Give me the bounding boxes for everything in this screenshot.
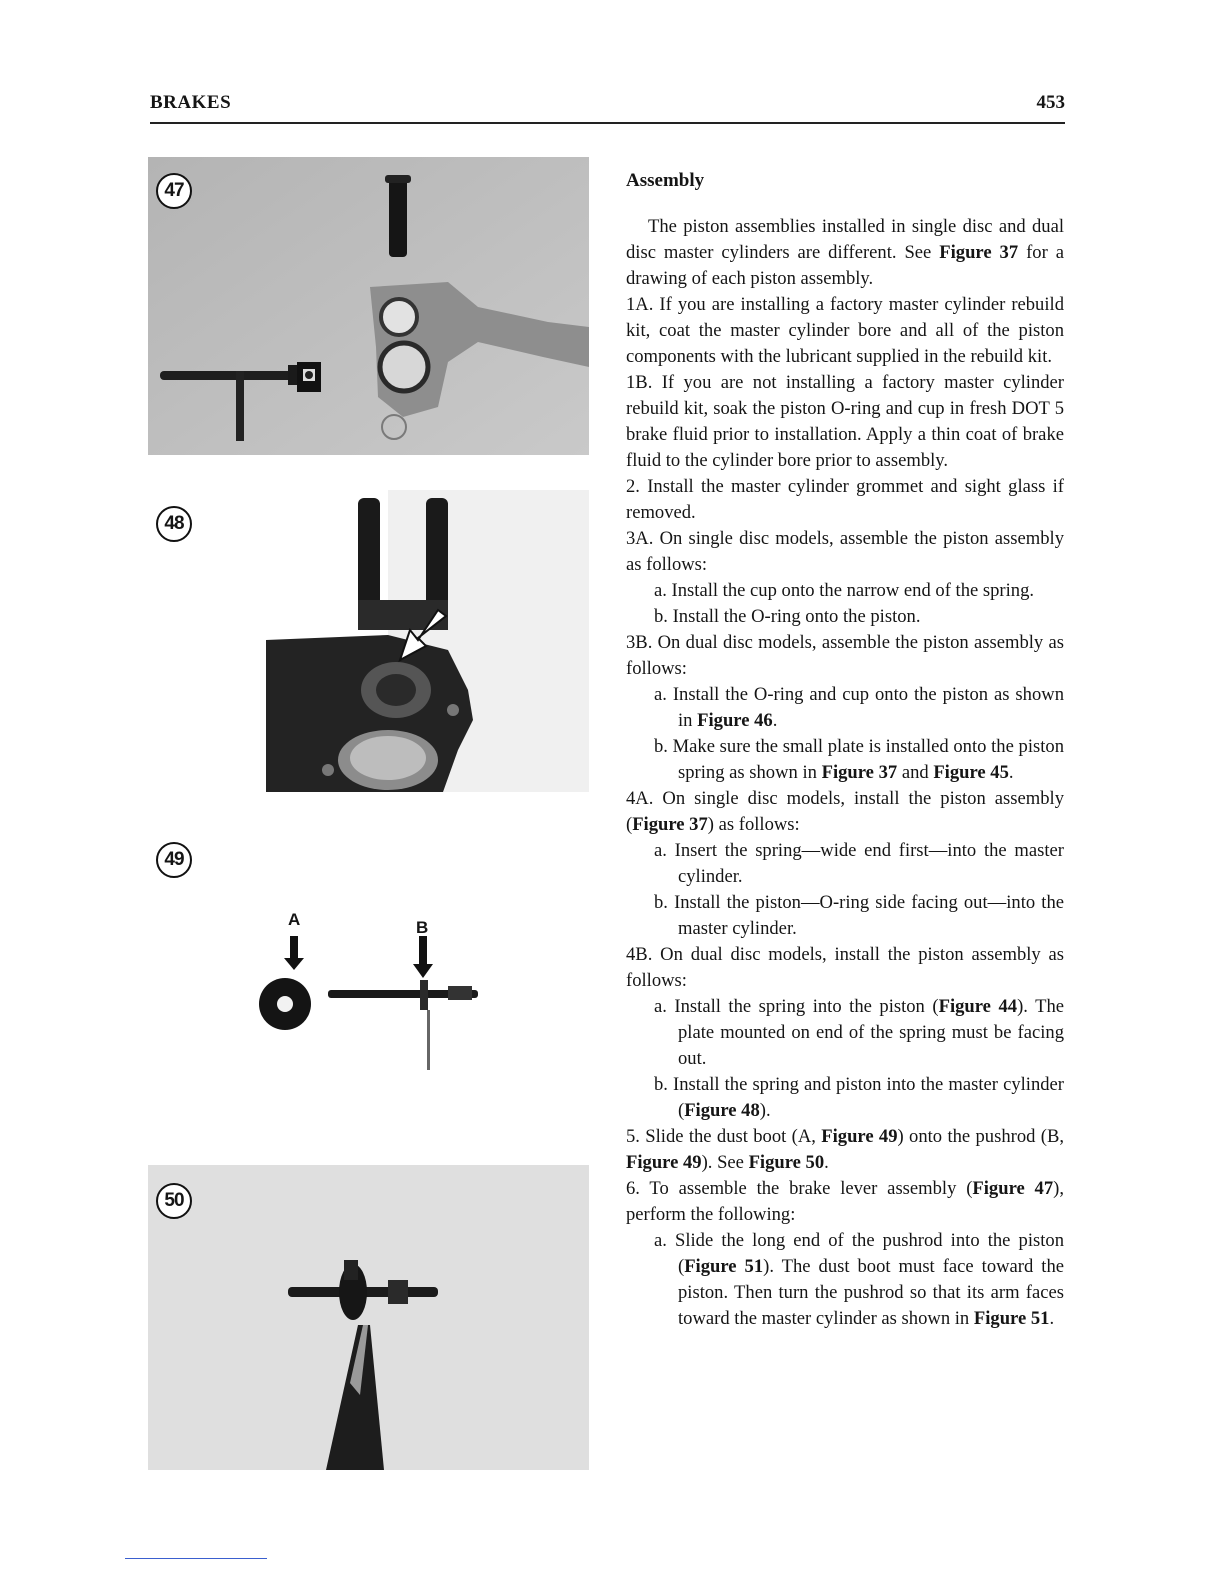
- sub-step: [626, 1228, 1064, 1332]
- procedure-step: [626, 370, 1064, 474]
- figure-reference: Figure 45: [933, 762, 1009, 783]
- text-segment: b. Install the spring and piston into the master cylinder (: [654, 1074, 1064, 1121]
- text-segment: for a drawing of each piston assembly.: [626, 242, 1064, 289]
- text-segment: b. Install the piston—O-ring side facing out—into the master cylinder.: [654, 892, 1064, 939]
- figure-reference: Figure 47: [972, 1178, 1054, 1199]
- procedure-step: [626, 1176, 1064, 1228]
- article-body: [626, 214, 1064, 1332]
- text-segment: ).: [759, 1100, 771, 1121]
- footnote-rule: [125, 1558, 267, 1559]
- text-segment: 3A. On single disc models, assemble the piston assembly as follows:: [626, 528, 1064, 575]
- figure-reference: Figure 37: [632, 814, 708, 835]
- text-segment: .: [1049, 1308, 1055, 1329]
- article-heading: Assembly: [626, 170, 705, 191]
- procedure-step: [626, 474, 1064, 526]
- figure-reference: Figure 37: [939, 242, 1019, 263]
- figure-reference: Figure 46: [697, 710, 773, 731]
- figure-number-badge: 49: [156, 842, 192, 878]
- figure-48-photo: [148, 490, 589, 792]
- figure-reference: Figure 51: [973, 1308, 1050, 1329]
- figure-49-photo: [148, 828, 589, 1080]
- sub-step: [626, 994, 1064, 1072]
- figure-reference: Figure 49: [821, 1126, 898, 1147]
- figure-reference: Figure 48: [684, 1100, 760, 1121]
- text-segment: .: [1008, 762, 1014, 783]
- text-segment: 1B. If you are not installing a factory master cylinder rebuild kit, soak the piston O-ring and cup in fresh DOT 5 brake fluid prior to installation. Apply a thin coat of brake fluid to the cylinder bore prior to assembly.: [626, 372, 1064, 471]
- text-segment: 6. To assemble the brake lever assembly (: [626, 1178, 973, 1199]
- sub-step: [626, 604, 1064, 630]
- callout-label-a: A: [288, 910, 301, 929]
- sub-step: [626, 1072, 1064, 1124]
- text-segment: a. Install the spring into the piston (: [654, 996, 939, 1017]
- text-segment: 2. Install the master cylinder grommet and sight glass if removed.: [626, 476, 1064, 523]
- figure-reference: Figure 44: [938, 996, 1018, 1017]
- callout-label-b: B: [416, 918, 429, 937]
- sub-step: [626, 578, 1064, 604]
- text-segment: 4A. On single disc models, install the piston assembly (: [626, 788, 1064, 835]
- article-text: [626, 168, 1064, 1332]
- sub-step: [626, 682, 1064, 734]
- sub-step: [626, 734, 1064, 786]
- pushrod-with-pliers-photo: [148, 1165, 589, 1470]
- text-segment: ). The dust boot must face toward the piston. Then turn the pushrod so that its arm faces toward the master cylinder as shown in: [678, 1256, 1064, 1329]
- text-segment: .: [772, 710, 778, 731]
- text-segment: ). See: [701, 1152, 749, 1173]
- text-segment: The piston assemblies installed in single disc and dual disc master cylinders are different. See: [626, 216, 1064, 263]
- text-segment: ) onto the pushrod (B,: [897, 1126, 1064, 1147]
- figure-reference: Figure 51: [684, 1256, 764, 1277]
- text-segment: a. Install the cup onto the narrow end of the spring.: [654, 580, 1035, 601]
- figure-reference: Figure 49: [626, 1152, 702, 1173]
- sub-step: [626, 890, 1064, 942]
- figure-number-badge: 48: [156, 506, 192, 542]
- procedure-step: [626, 942, 1064, 994]
- figure-reference: Figure 50: [748, 1152, 825, 1173]
- dust-boot-pushrod-photo: [148, 828, 589, 1080]
- text-segment: a. Insert the spring—wide end first—into the master cylinder.: [654, 840, 1064, 887]
- text-segment: a. Install the O-ring and cup onto the piston as shown in: [654, 684, 1064, 731]
- figure-number-badge: 50: [156, 1183, 192, 1219]
- master-cylinder-photo: [148, 490, 589, 792]
- text-segment: ) as follows:: [707, 814, 800, 835]
- procedure-step: [626, 630, 1064, 682]
- text-segment: 4B. On dual disc models, install the piston assembly as follows:: [626, 944, 1064, 991]
- text-segment: ). The plate mounted on end of the spring must be facing out.: [678, 996, 1065, 1069]
- figure-number-badge: 47: [156, 173, 192, 209]
- text-segment: b. Make sure the small plate is installed onto the piston spring as shown in: [654, 736, 1064, 783]
- intro-paragraph: [626, 214, 1064, 292]
- page-header: [150, 92, 1065, 124]
- section-title: BRAKES: [150, 92, 232, 113]
- text-segment: 5. Slide the dust boot (A,: [626, 1126, 822, 1147]
- text-segment: 3B. On dual disc models, assemble the piston assembly as follows:: [626, 632, 1064, 679]
- text-segment: ), perform the following:: [626, 1178, 1064, 1225]
- text-segment: .: [824, 1152, 829, 1173]
- figure-50-photo: [148, 1165, 589, 1470]
- procedure-step: [626, 526, 1064, 578]
- sub-step: [626, 838, 1064, 890]
- procedure-step: [626, 292, 1064, 370]
- text-segment: and: [897, 762, 934, 783]
- figure-47-photo: [148, 157, 589, 455]
- procedure-step: [626, 786, 1064, 838]
- text-segment: a. Slide the long end of the pushrod into the piston (: [654, 1230, 1064, 1277]
- text-segment: b. Install the O-ring onto the piston.: [654, 606, 921, 627]
- brake-lever-parts-photo: [148, 157, 589, 455]
- page-number: 453: [1036, 92, 1065, 113]
- procedure-step: [626, 1124, 1064, 1176]
- text-segment: 1A. If you are installing a factory master cylinder rebuild kit, coat the master cylinder bore and all of the piston components with the lubricant supplied in the rebuild kit.: [626, 294, 1064, 367]
- figure-reference: Figure 37: [821, 762, 898, 783]
